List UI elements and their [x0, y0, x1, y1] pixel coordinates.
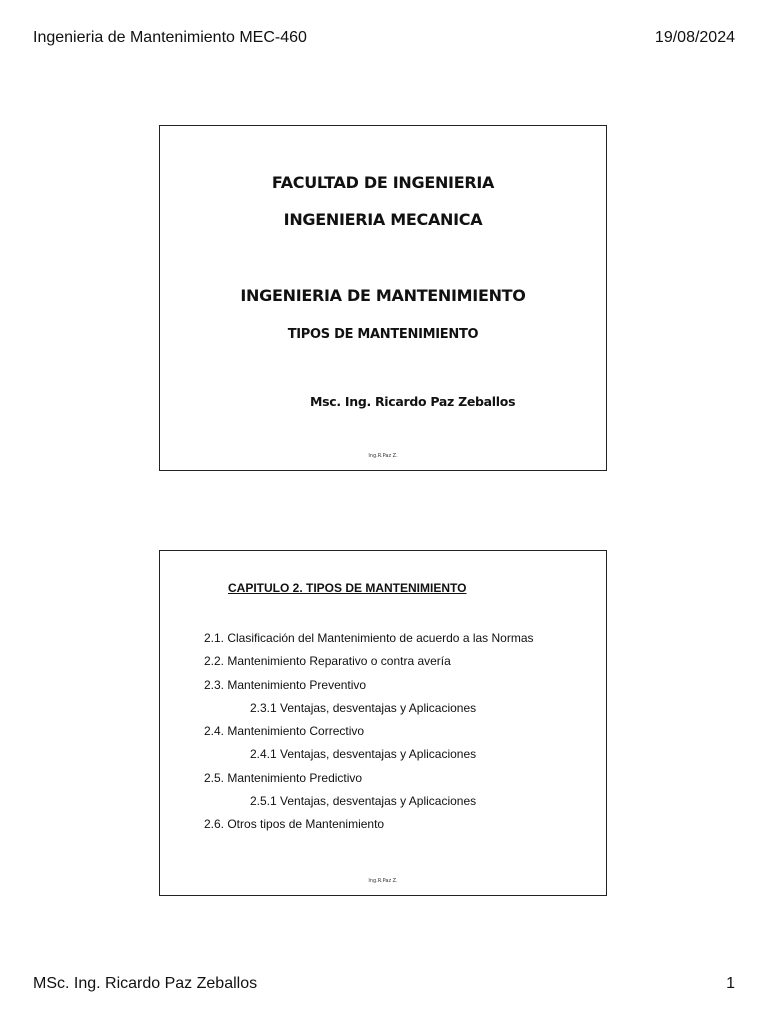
- toc-item: 2.6. Otros tipos de Mantenimiento: [204, 817, 385, 832]
- page-number: 1: [726, 975, 735, 992]
- page-header-date: 19/08/2024: [654, 29, 735, 46]
- slide-author: Msc. Ing. Ricardo Paz Zeballos: [310, 394, 516, 409]
- toc-item: 2.1. Clasificación del Mantenimiento de acuerdo a las Normas: [204, 631, 534, 645]
- toc-subitem: 2.4.1 Ventajas, desventajas y Aplicaciones: [250, 747, 477, 762]
- toc-subitem: 2.5.1 Ventajas, desventajas y Aplicaciones: [250, 794, 477, 809]
- slide-footer: Ing.R.Paz Z.: [368, 878, 398, 884]
- slide-contents: [159, 550, 607, 896]
- chapter-title: CAPITULO 2. TIPOS DE MANTENIMIENTO: [228, 581, 467, 595]
- toc-item: 2.5. Mantenimiento Predictivo: [204, 770, 363, 785]
- slide-faculty-heading: FACULTAD DE INGENIERIA: [271, 173, 495, 192]
- slide-footer: Ing.R.Paz Z.: [368, 453, 398, 459]
- toc-item: 2.3. Mantenimiento Preventivo: [204, 677, 367, 692]
- toc-subitem: 2.3.1 Ventajas, desventajas y Aplicaciones: [250, 700, 477, 715]
- slide-course-heading: INGENIERIA DE MANTENIMIENTO: [240, 286, 526, 305]
- toc-item: 2.2. Mantenimiento Reparativo o contra avería: [204, 654, 451, 669]
- slide-career-heading: INGENIERIA MECANICA: [283, 210, 483, 229]
- toc-item: 2.4. Mantenimiento Correctivo: [204, 724, 365, 739]
- page-header-title: Ingenieria de Mantenimiento MEC-460: [33, 29, 307, 46]
- page-footer-author: MSc. Ing. Ricardo Paz Zeballos: [33, 975, 258, 992]
- table-of-contents: [204, 627, 534, 837]
- slide-title: [159, 125, 607, 471]
- slide-topic-heading: TIPOS DE MANTENIMIENTO: [287, 327, 479, 342]
